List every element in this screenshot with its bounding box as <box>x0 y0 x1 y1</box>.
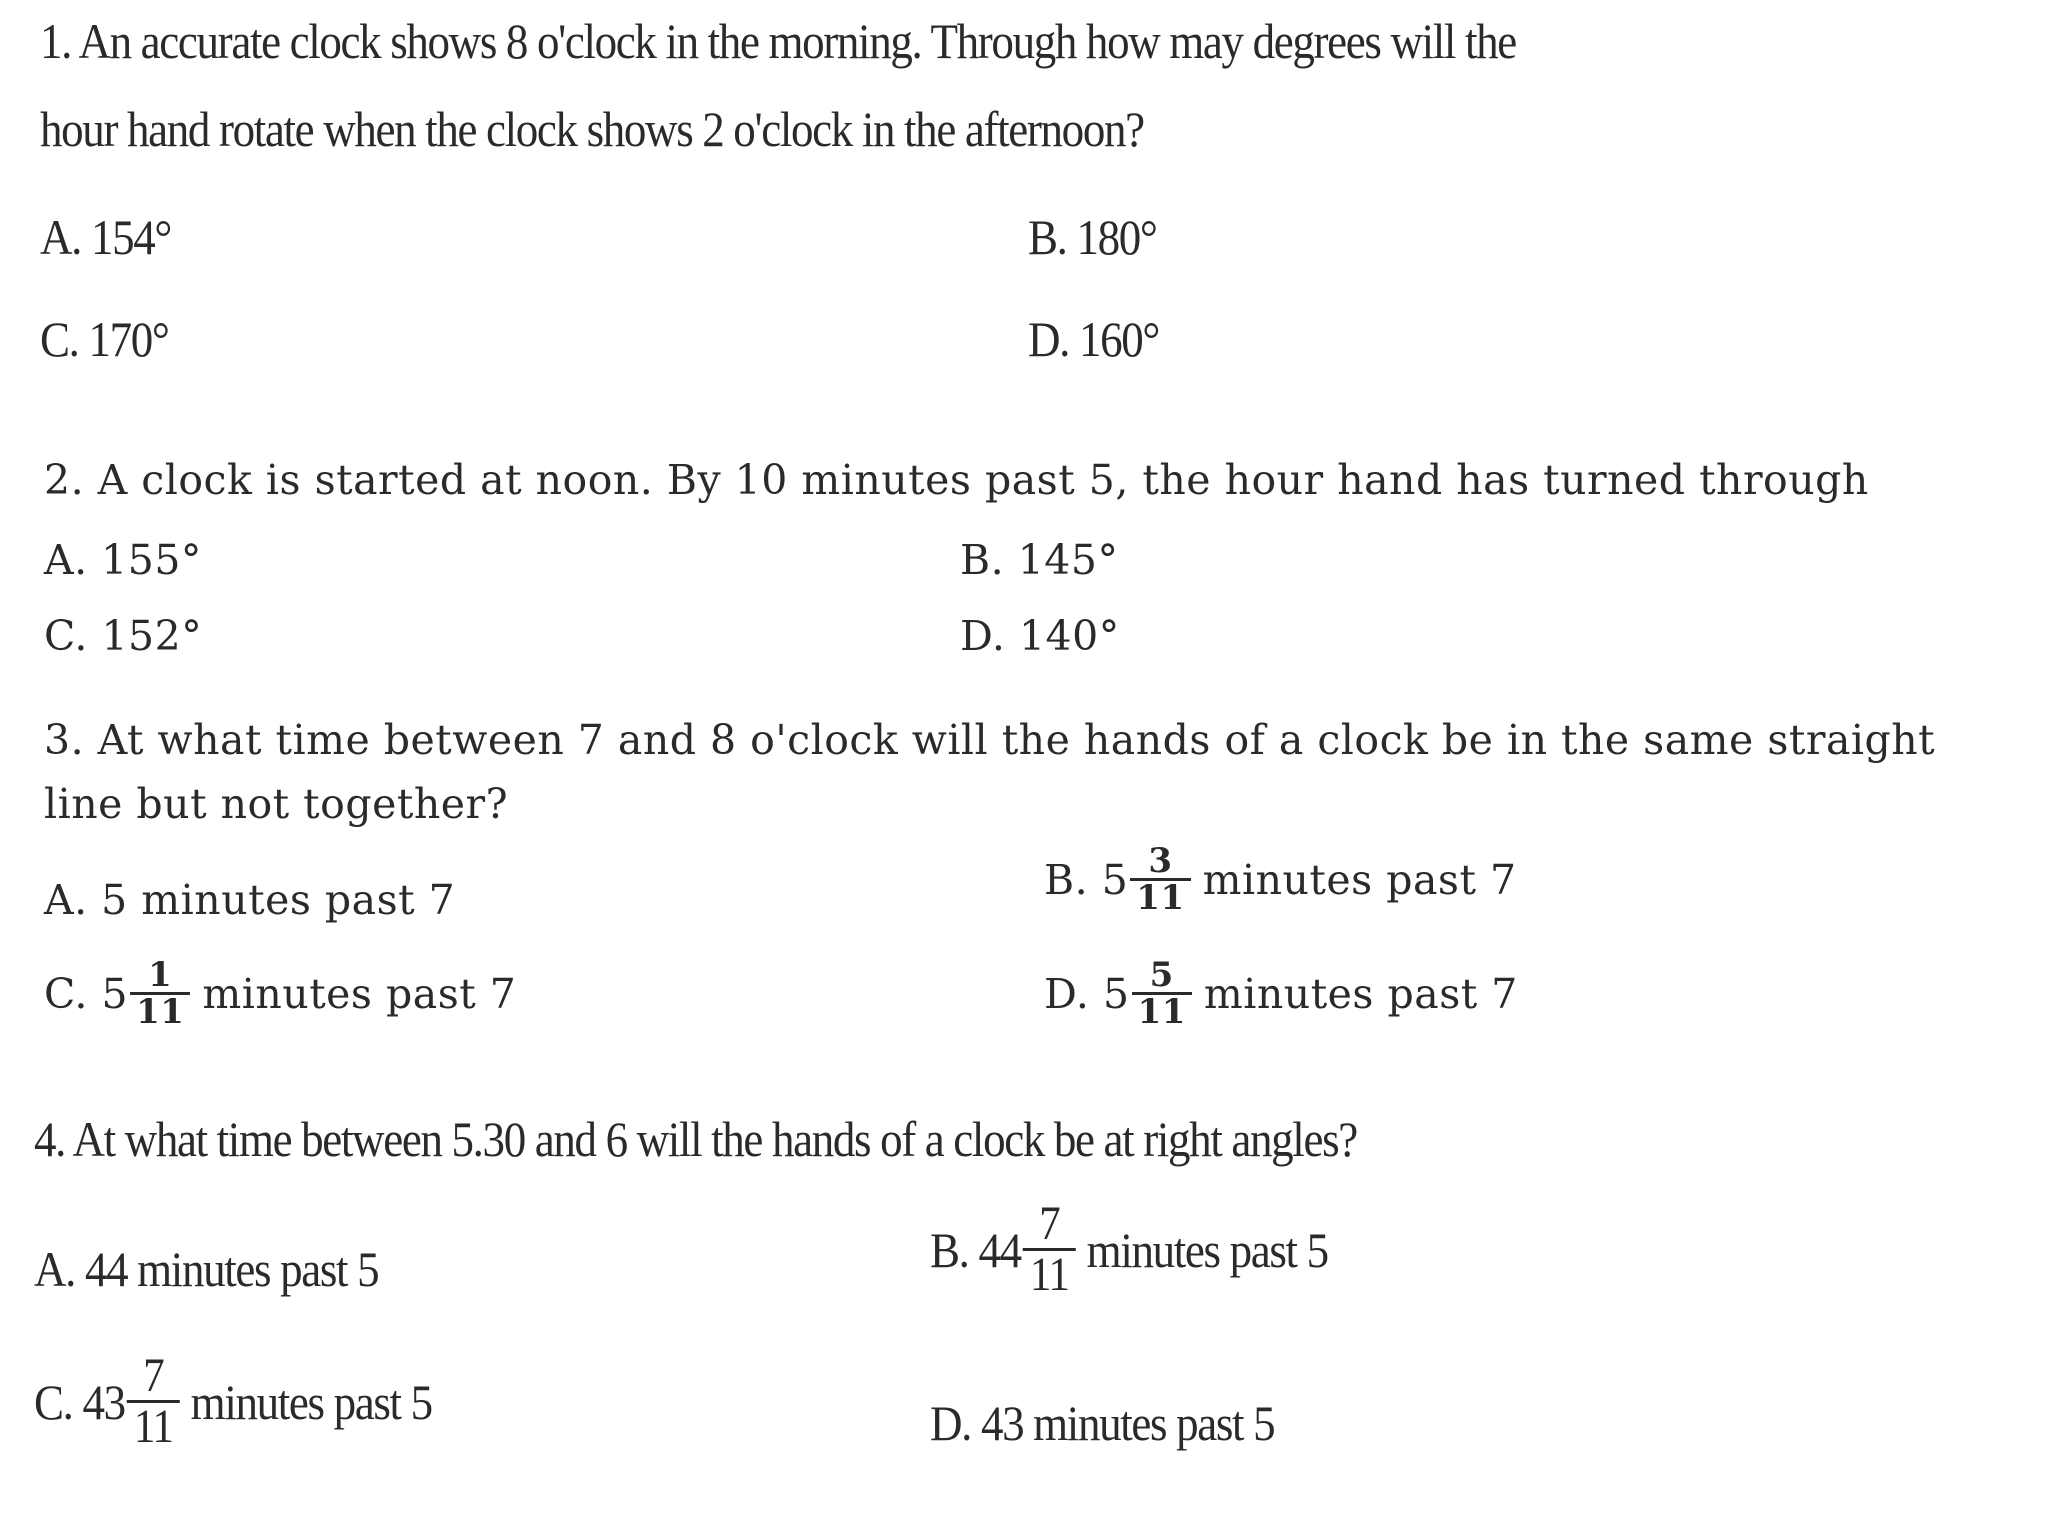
question-3-option-a: A. 5 minutes past 7 <box>44 876 456 924</box>
fraction-denominator: 11 <box>1137 992 1186 1032</box>
option-prefix: C. 43 <box>34 1373 125 1430</box>
fraction-denominator: 11 <box>136 992 185 1032</box>
fraction <box>130 955 190 1032</box>
option-prefix: D. 5 <box>1044 969 1130 1018</box>
fraction-denominator: 11 <box>1029 1248 1069 1301</box>
question-3-option-b <box>1044 841 1517 918</box>
option-suffix: minutes past 5 <box>1086 1221 1328 1278</box>
question-4-option-a: A. 44 minutes past 5 <box>34 1241 379 1297</box>
question-1-option-c: C. 170° <box>40 311 169 367</box>
option-suffix: minutes past 7 <box>1202 855 1517 904</box>
question-3-stem-line-2: line but not together? <box>44 780 509 828</box>
fraction-numerator: 7 <box>1039 1197 1060 1250</box>
question-1-option-d: D. 160° <box>1028 311 1160 367</box>
option-prefix: B. 5 <box>1044 855 1129 904</box>
fraction <box>127 1349 180 1453</box>
fraction <box>1130 841 1190 918</box>
question-3-option-d <box>1044 955 1518 1032</box>
fraction-numerator: 7 <box>143 1349 164 1402</box>
question-1-stem-line-2: hour hand rotate when the clock shows 2 o'clock in the afternoon? <box>40 101 1144 157</box>
fraction-numerator: 5 <box>1149 955 1174 995</box>
option-suffix: minutes past 7 <box>1203 969 1518 1018</box>
question-3-option-c <box>44 955 517 1032</box>
question-4-option-b <box>930 1197 1328 1301</box>
fraction-numerator: 3 <box>1148 841 1173 881</box>
question-1-option-b: B. 180° <box>1028 209 1157 265</box>
fraction-numerator: 1 <box>148 955 173 995</box>
question-3-stem-line-1: 3. At what time between 7 and 8 o'clock will the hands of a clock be in the same straight <box>44 716 1936 764</box>
question-1-stem-line-1: 1. An accurate clock shows 8 o'clock in the morning. Through how may degrees will the <box>40 13 1516 69</box>
fraction <box>1023 1197 1076 1301</box>
question-1-option-a: A. 154° <box>40 209 172 265</box>
question-4-stem: 4. At what time between 5.30 and 6 will the hands of a clock be at right angles? <box>34 1111 1357 1167</box>
option-prefix: B. 44 <box>930 1221 1021 1278</box>
question-2-option-b: B. 145° <box>960 536 1119 584</box>
fraction-denominator: 11 <box>133 1400 173 1453</box>
question-2-option-d: D. 140° <box>960 612 1120 660</box>
question-4-option-c <box>34 1349 432 1453</box>
option-suffix: minutes past 7 <box>202 969 517 1018</box>
fraction-denominator: 11 <box>1136 878 1185 918</box>
question-2-option-c: C. 152° <box>44 612 203 660</box>
question-4-option-d: D. 43 minutes past 5 <box>930 1395 1275 1451</box>
question-2-stem: 2. A clock is started at noon. By 10 minutes past 5, the hour hand has turned through <box>44 456 1869 504</box>
question-2-option-a: A. 155° <box>44 536 202 584</box>
option-suffix: minutes past 5 <box>190 1373 432 1430</box>
fraction <box>1132 955 1192 1032</box>
option-prefix: C. 5 <box>44 969 129 1018</box>
